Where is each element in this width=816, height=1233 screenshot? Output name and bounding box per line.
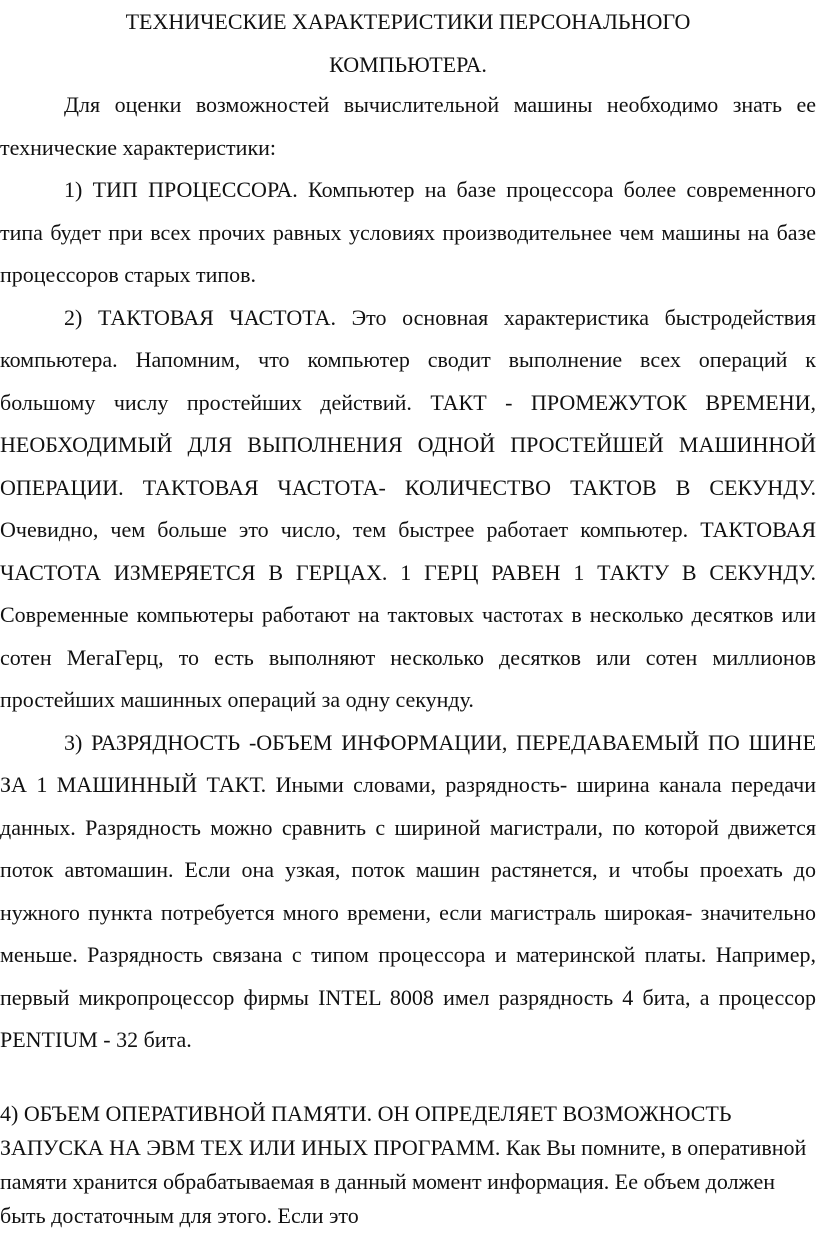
paragraph-clock-frequency: 2) ТАКТОВАЯ ЧАСТОТА. Это основная характеристика быстродействия компьютера. Напомним, что компьютер сводит выполнение всех операций к большому числу простейших действий. ТАКТ - ПРОМЕЖУТОК ВРЕМЕНИ, НЕОБХОДИМЫЙ ДЛЯ ВЫПОЛНЕНИЯ ОДНОЙ ПРОСТЕЙШЕЙ МАШИННОЙ ОПЕРАЦИИ. ТАКТОВАЯ ЧАСТОТА- КОЛИЧЕСТВО ТАКТОВ В СЕКУНДУ. Очевидно, чем больше это число, тем быстрее работает компьютер. ТАКТОВАЯ ЧАСТОТА ИЗМЕРЯЕТСЯ В ГЕРЦАХ. 1 ГЕРЦ РАВЕН 1 ТАКТУ В СЕКУНДУ. Современные компьютеры работают на тактовых частотах в несколько десятков или сотен МегаГерц, то есть выполняют несколько десятков или сотен миллионов простейших машинных операций за одну секунду. xyxy=(0,304,816,712)
title-line-2: КОМПЬЮТЕРА. xyxy=(329,52,487,77)
title-line-1: ТЕХНИЧЕСКИЕ ХАРАКТЕРИСТИКИ ПЕРСОНАЛЬНОГО xyxy=(125,9,691,34)
paragraph-processor-type: 1) ТИП ПРОЦЕССОРА. Компьютер на базе процессора более современного типа будет при всех прочих равных условиях производительнее чем машины на базе процессоров старых типов. xyxy=(0,177,816,287)
document-body xyxy=(0,84,816,1062)
intro-paragraph: Для оценки возможностей вычислительной машины необходимо знать ее технические характеристики: xyxy=(0,92,816,160)
document-title xyxy=(0,0,816,86)
document-tail xyxy=(0,1097,816,1233)
paragraph-ram-size: 4) ОБЪЕМ ОПЕРАТИВНОЙ ПАМЯТИ. ОН ОПРЕДЕЛЯЕТ ВОЗМОЖНОСТЬ ЗАПУСКА НА ЭВМ ТЕХ ИЛИ ИНЫХ ПРОГРАММ. Как Вы помните, в оперативной памяти хранится обрабатываемая в данный момент информация. Ее объем должен быть достаточным для этого. Если это xyxy=(0,1101,807,1228)
paragraph-bit-width: 3) РАЗРЯДНОСТЬ -ОБЪЕМ ИНФОРМАЦИИ, ПЕРЕДАВАЕМЫЙ ПО ШИНЕ ЗА 1 МАШИННЫЙ ТАКТ. Иными словами, разрядность- ширина канала передачи данных. Разрядность можно сравнить с шириной магистрали, по которой движется поток автомашин. Если она узкая, поток машин растянется, и чтобы проехать до нужного пункта потребуется много времени, если магистраль широкая- значительно меньше. Разрядность связана с типом процессора и материнской платы. Например, первый микропроцессор фирмы INTEL 8008 имел разрядность 4 бита, а процессор PENTIUM - 32 бита. xyxy=(0,729,816,1052)
